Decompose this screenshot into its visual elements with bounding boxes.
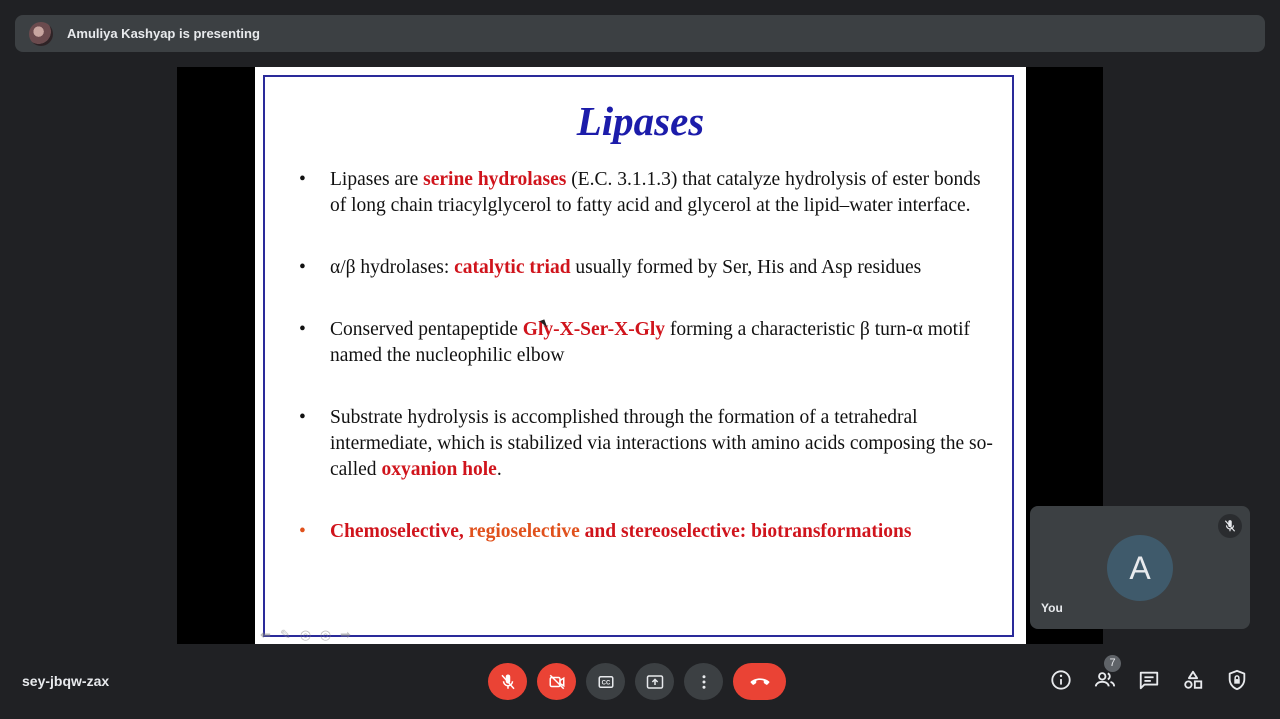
security-icon bbox=[1226, 669, 1248, 691]
bullet-highlight: Chemoselective, bbox=[330, 521, 464, 542]
meeting-details-button[interactable] bbox=[1048, 667, 1074, 693]
prev-slide-icon[interactable]: ⬅ bbox=[260, 627, 271, 642]
bullet-text: (E.C. 3.1.1.3) that catalyze hydrolysis of ester bonds of long chain triacylglycerol to fatty acid and glycerol at the lipid–water interface. bbox=[330, 169, 981, 216]
bullet-item bbox=[299, 317, 999, 369]
people-button[interactable] bbox=[1092, 657, 1118, 693]
present-icon bbox=[645, 673, 665, 691]
bullet-text: forming a characteristic β turn-α motif named the nucleophilic elbow bbox=[330, 319, 970, 366]
bullet-highlight: regioselective bbox=[463, 521, 580, 542]
bullet-text: . bbox=[496, 459, 502, 480]
mic-off-icon bbox=[1218, 514, 1242, 538]
info-icon bbox=[1050, 669, 1072, 691]
mic-toggle-button[interactable] bbox=[488, 663, 527, 700]
meeting-code[interactable]: sey-jbqw-zax bbox=[22, 673, 110, 689]
pen-icon[interactable]: ✎ bbox=[280, 627, 291, 642]
slide bbox=[255, 67, 1026, 644]
bullet-item bbox=[299, 255, 999, 281]
svg-text:CC: CC bbox=[601, 680, 610, 687]
avatar: A bbox=[1107, 535, 1173, 601]
bullet-text: usually formed by Ser, His and Asp residues bbox=[570, 257, 922, 278]
self-name-label: You bbox=[1041, 601, 1063, 615]
host-controls-button[interactable] bbox=[1224, 667, 1250, 693]
mic-off-icon bbox=[499, 673, 517, 691]
chat-button[interactable] bbox=[1136, 667, 1162, 693]
bullet-list bbox=[299, 167, 999, 545]
participant-count-badge: 7 bbox=[1104, 655, 1121, 672]
slide-nav-toolbar bbox=[257, 628, 354, 642]
presenter-avatar bbox=[29, 22, 53, 46]
bullet-item bbox=[299, 167, 999, 219]
bullet-highlight: oxyanion hole bbox=[381, 459, 497, 480]
captions-button[interactable] bbox=[586, 663, 625, 700]
bullet-item bbox=[299, 519, 999, 545]
camera-off-icon bbox=[547, 673, 567, 691]
chat-icon bbox=[1138, 669, 1160, 691]
call-end-icon bbox=[749, 675, 771, 689]
presenter-label: Amuliya Kashyap is presenting bbox=[67, 26, 260, 41]
people-icon bbox=[1093, 669, 1117, 691]
camera-toggle-button[interactable] bbox=[537, 663, 576, 700]
more-options-button[interactable] bbox=[684, 663, 723, 700]
side-panel-buttons bbox=[1048, 657, 1250, 693]
present-button[interactable] bbox=[635, 663, 674, 700]
bullet-text: Lipases are bbox=[330, 169, 424, 190]
presenter-bar bbox=[15, 15, 1265, 52]
bullet-text: Substrate hydrolysis is accomplished through the formation of a tetrahedral intermediate, which is stabilized via interactions with amino acids composing the so-called bbox=[330, 407, 993, 480]
activities-button[interactable] bbox=[1180, 667, 1206, 693]
slide-menu-icon[interactable]: ◎ bbox=[299, 627, 312, 642]
bullet-highlight: Gly-X-Ser-X-Gly bbox=[522, 319, 666, 340]
bullet-dot: • bbox=[299, 169, 306, 190]
bullet-highlight: catalytic triad bbox=[454, 257, 571, 278]
bullet-item bbox=[299, 405, 999, 483]
bullet-text: α/β hydrolases: bbox=[330, 257, 455, 278]
more-vert-icon bbox=[695, 673, 713, 691]
self-video-tile[interactable] bbox=[1030, 506, 1250, 629]
bullet-dot: • bbox=[299, 521, 306, 542]
leave-call-button[interactable] bbox=[733, 663, 786, 700]
captions-icon bbox=[596, 673, 616, 691]
bullet-highlight: serine hydrolases bbox=[423, 169, 567, 190]
bullet-dot: • bbox=[299, 319, 306, 340]
next-slide-icon[interactable]: ➡ bbox=[340, 627, 351, 642]
call-controls bbox=[488, 663, 786, 700]
slide-title: Lipases bbox=[576, 98, 705, 144]
bullet-dot: • bbox=[299, 257, 306, 278]
activities-icon bbox=[1182, 669, 1204, 691]
bullet-dot: • bbox=[299, 407, 306, 428]
bullet-text: Conserved pentapeptide bbox=[330, 319, 523, 340]
bullet-highlight: and stereoselective: biotransformations bbox=[579, 521, 912, 542]
slide-zoom-icon[interactable]: ◎ bbox=[319, 627, 332, 642]
presentation-stage bbox=[177, 67, 1103, 644]
